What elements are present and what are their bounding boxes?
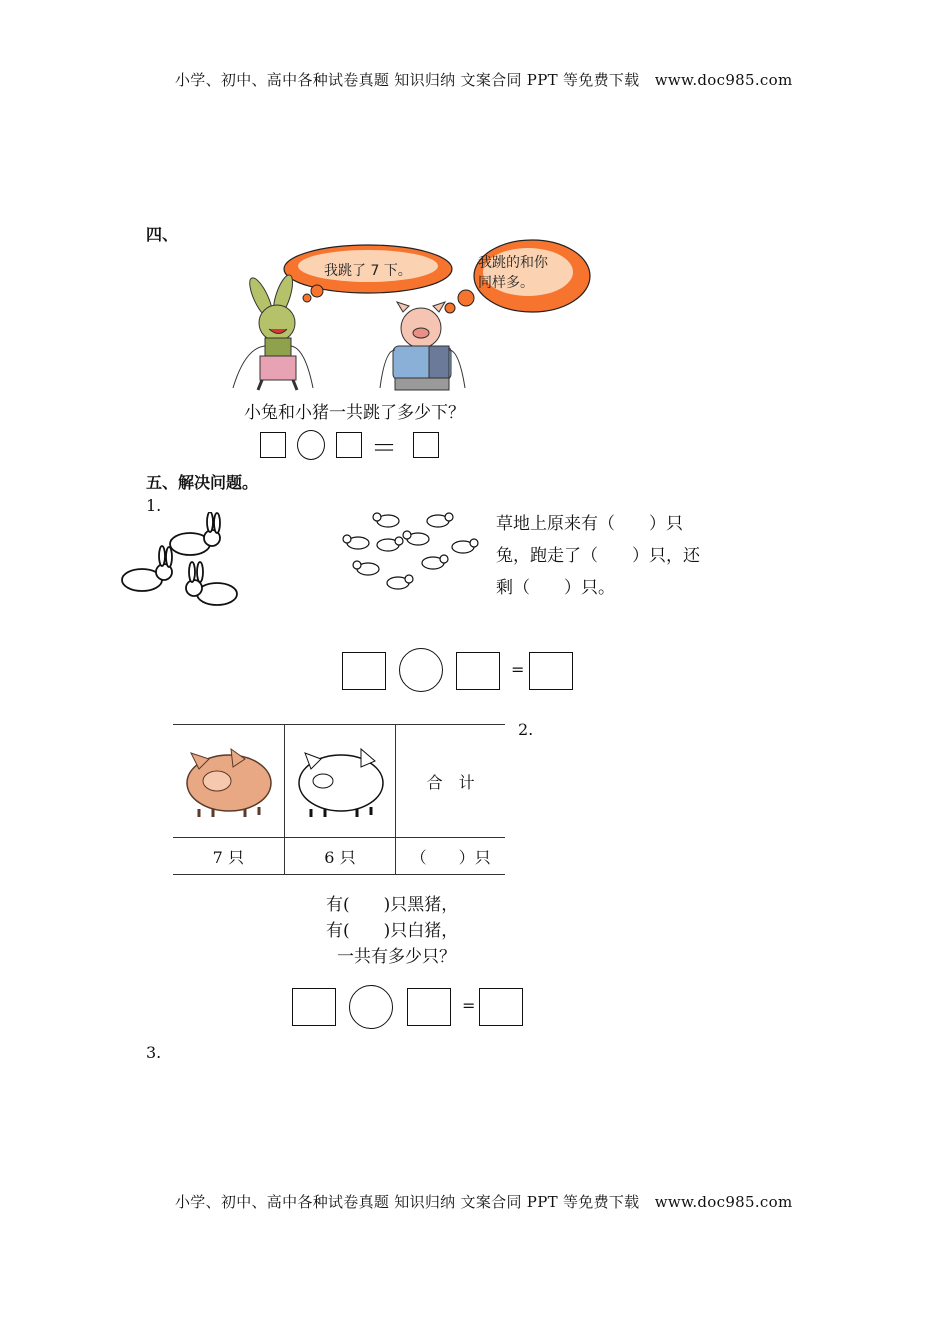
small-rabbit xyxy=(353,561,379,575)
rabbit-drawing xyxy=(186,562,237,605)
problem-1-line-2: 兔，跑走了（ ）只，还 xyxy=(496,546,700,566)
rabbit-drawing xyxy=(170,512,220,555)
table-header-total: 合 计 xyxy=(396,725,505,838)
small-rabbit xyxy=(377,537,403,551)
page-footer xyxy=(175,1191,792,1212)
small-rabbit xyxy=(427,513,453,527)
problem-2-question-2: 有( )只白猪， xyxy=(326,921,459,941)
answer-box[interactable] xyxy=(292,988,336,1026)
answer-box[interactable] xyxy=(407,988,451,1026)
problem-2-question-1: 有( )只黑猪， xyxy=(326,895,459,915)
small-rabbit xyxy=(422,555,448,569)
equals-sign: ＝ xyxy=(371,434,398,464)
footer-text: 小学、初中、高中各种试卷真题 知识归纳 文案合同 PPT 等免费下载 xyxy=(175,1193,640,1211)
small-rabbit xyxy=(452,539,478,553)
header-text: 小学、初中、高中各种试卷真题 知识归纳 文案合同 PPT 等免费下载 xyxy=(175,71,640,89)
white-pig-count: 6 只 xyxy=(284,838,396,875)
problem-1-line-1: 草地上原来有（ ）只 xyxy=(496,514,683,534)
pig-bubble-text-line1: 我跳的和你 xyxy=(478,255,548,271)
total-count-blank[interactable]: （ ）只 xyxy=(396,838,505,875)
small-rabbit xyxy=(403,531,429,545)
black-pig-image xyxy=(179,739,277,819)
section-5-title: 五、解决问题。 xyxy=(146,473,259,492)
answer-box[interactable] xyxy=(336,432,362,458)
answer-box[interactable] xyxy=(456,652,500,690)
three-rabbits-illustration xyxy=(112,512,252,622)
rabbit-bubble-text: 我跳了 7 下。 xyxy=(324,263,412,279)
operator-circle[interactable] xyxy=(349,985,393,1029)
footer-url: www.doc985.com xyxy=(654,1193,793,1211)
problem-1-line-3: 剩（ ）只。 xyxy=(496,578,615,598)
rabbit-figure xyxy=(233,273,313,390)
page-header xyxy=(175,69,792,90)
small-rabbit xyxy=(343,535,369,549)
white-pig-cell xyxy=(284,725,396,838)
operator-circle[interactable] xyxy=(297,430,325,460)
pig-count-table xyxy=(173,724,505,875)
section-4-title: 四、 xyxy=(146,225,179,244)
problem-2-number: 2. xyxy=(518,720,534,739)
pig-figure xyxy=(380,302,465,390)
black-pig-count: 7 只 xyxy=(173,838,284,875)
problem-1-number: 1. xyxy=(146,496,162,515)
problem-2-question-3: 一共有多少只？ xyxy=(337,947,456,967)
rabbit-pig-jumping-illustration xyxy=(225,238,605,393)
answer-box[interactable] xyxy=(413,432,439,458)
problem-3-number: 3. xyxy=(146,1043,162,1062)
rabbit-group-illustration xyxy=(338,503,488,598)
header-url: www.doc985.com xyxy=(654,71,793,89)
rabbit-drawing xyxy=(122,546,172,591)
equals-sign: = xyxy=(511,660,525,679)
pig-bubble-text-line2: 同样多。 xyxy=(478,275,534,291)
operator-circle[interactable] xyxy=(399,648,443,692)
white-pig-image xyxy=(291,739,389,819)
section-4-question: 小兔和小猪一共跳了多少下？ xyxy=(244,403,465,423)
answer-box[interactable] xyxy=(342,652,386,690)
answer-box[interactable] xyxy=(260,432,286,458)
answer-box[interactable] xyxy=(479,988,523,1026)
answer-box[interactable] xyxy=(529,652,573,690)
equals-sign: = xyxy=(462,996,476,1015)
small-rabbit xyxy=(373,513,399,527)
black-pig-cell xyxy=(173,725,284,838)
small-rabbit xyxy=(387,575,413,589)
